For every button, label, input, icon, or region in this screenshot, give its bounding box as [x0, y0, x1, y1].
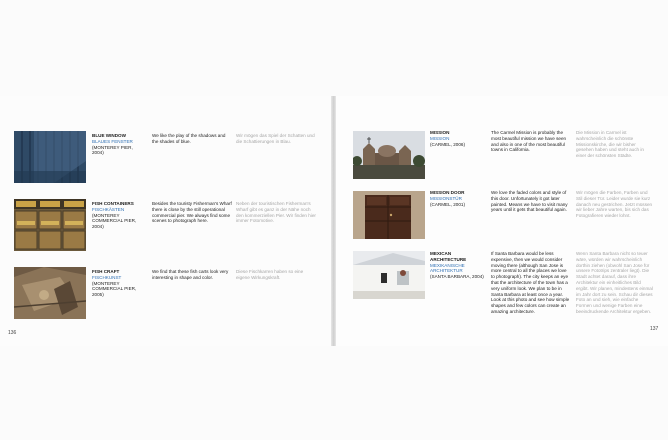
caption-location: (MONTEREY COMMERCIAL PIER, 2004)	[92, 212, 137, 230]
caption-title-de: MEXIKANISCHE ARCHITEKTUR	[430, 262, 465, 274]
photo-mission-door	[353, 191, 425, 239]
photo-blue-window	[14, 131, 86, 183]
caption-title-de: FISCHKÄSTEN	[92, 206, 125, 212]
caption-title: FISH CONTAINERS	[92, 201, 134, 206]
photo-mexican-architecture	[353, 251, 425, 299]
body-de-blue-window: Wir mögen das Spiel der Schatten und die Schattierungen in Blau.	[236, 133, 315, 144]
page-number-left: 136	[8, 330, 17, 336]
caption-blue-window	[92, 133, 144, 156]
body-de-mission: Die Mission in Carmel ist wahrscheinlich die schönste Missionskirche, die wir bisher gesehen haben und steht auch in einer der schönsten Städte.	[576, 130, 644, 159]
caption-title-de: MISSIONSTÜR	[430, 195, 462, 201]
caption-location: (CARMEL, 2001)	[430, 201, 465, 207]
body-en-mission: The Carmel Mission is probably the most beautiful mission we have seen and also in one of the most beautiful towns in California.	[491, 130, 567, 153]
body-en-mission-door: We love the faded colors and style of this door. Unfortunately it got later painted. Means we have to visit many years until it gets that beautiful again.	[491, 190, 568, 213]
body-en-fish-craft: We find that these fish carts look very interesting in shape and color.	[152, 269, 229, 280]
body-en-blue-window: We like the play of the shadows and the shades of blue.	[152, 133, 226, 144]
photo-fish-containers	[14, 199, 86, 251]
caption-title: MISSION DOOR	[430, 190, 465, 195]
caption-title-de: FISCHKUNST	[92, 274, 122, 280]
caption-title: FISH CRAFT	[92, 269, 120, 274]
body-en-mexican-architecture: If Santa Barbara would be less expensive, then we would consider moving there (although San Jose is more central to all the places we love to photograph). The city keeps an eye that the architecture of the town has a very uniform look. We plan to be in Santa Barbara at least once a year. Look at this photo and see how simple shapes and few colors can create an amazing architecture.	[491, 251, 570, 314]
body-de-mexican-architecture: Wenn Santa Barbara nicht so teuer wäre, würden wir wahrscheinlich dorthin ziehen (obwohl San Jose für unsere Fototrips zentraler liegt). Die Stadt achtet darauf, dass ihre Architektur ein einheitliches Bild ergibt. Wir planen, mindestens einmal im Jahr dort zu sein. Schau dir dieses Foto an und sieh, wie einfache Formen und wenige Farben eine beeindruckende Architektur ergeben.	[576, 251, 653, 314]
caption-mission	[430, 130, 482, 147]
body-de-fish-craft: Diese Fischkarren haben so eine eigene Wirkungskraft.	[236, 269, 304, 280]
caption-location: (CARMEL, 2006)	[430, 141, 465, 147]
caption-mexican-architecture	[430, 251, 486, 280]
right-page	[336, 96, 668, 346]
caption-title-de: BLAUES FENSTER	[92, 138, 133, 144]
body-de-fish-containers: Neben der touristischen Fisherman's Wharf gibt es ganz in der Nähe noch den kommerziellen Pier. Wir finden hier immer Fotomotive.	[236, 201, 316, 224]
body-de-mission-door: Wir mögen die Farben, Farben und Stil dieser Tür. Leider wurde sie kurz danach neu gestrichen. Jetzt müssen wir lieber Jahre warten, bis sich das Fotografieren wieder lohnt.	[576, 190, 653, 219]
caption-mission-door	[430, 190, 482, 207]
caption-location: (MONTEREY PIER, 2004)	[92, 144, 133, 156]
caption-fish-containers	[92, 201, 144, 230]
caption-title-de: MISSION	[430, 135, 450, 141]
caption-fish-craft	[92, 269, 144, 298]
page-number-right: 137	[650, 326, 659, 332]
body-en-fish-containers: Besides the touristy Fisherman's Wharf there is close by the still operational commercial pier. We always find some scenes to photograph here.	[152, 201, 232, 224]
caption-title: MEXICAN ARCHITECTURE	[430, 251, 467, 262]
photo-fish-craft	[14, 267, 86, 319]
caption-title: MISSION	[430, 130, 450, 135]
left-page	[0, 96, 333, 346]
photo-mission	[353, 131, 425, 179]
caption-location: (SANTA BARBARA, 2004)	[430, 274, 484, 280]
caption-title: BLUE WINDOW	[92, 133, 126, 138]
caption-location: (MONTEREY COMMERCIAL PIER, 2005)	[92, 280, 137, 298]
